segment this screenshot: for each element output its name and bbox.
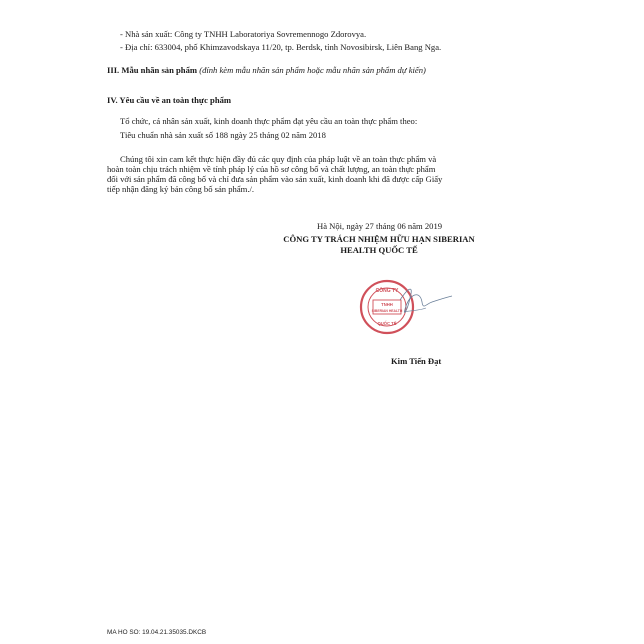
section3-heading <box>107 65 426 76</box>
seal-text: QUỐC TẾ <box>377 321 397 326</box>
commitment-line: Chúng tôi xin cam kết thực hiện đầy đủ các quy định của pháp luật về an toàn thực phẩm và <box>120 154 437 164</box>
section4-title: IV. Yêu cầu về an toàn thực phẩm <box>107 95 232 105</box>
producer-address: - Địa chỉ: 633004, phố Khimzavodskaya 11/20, tp. Berdsk, tỉnh Novosibirsk, Liên Bang Nga. <box>120 42 442 52</box>
signer-name: Kim Tiến Đạt <box>391 356 442 366</box>
section4-standard: Tiêu chuẩn nhà sản xuất số 188 ngày 25 tháng 02 năm 2018 <box>120 130 326 140</box>
seal-text: SIBERIAN HEALTH <box>371 309 403 313</box>
section3-title: III. Mẫu nhãn sản phẩm <box>107 65 198 75</box>
section4-requirement: Tổ chức, cá nhân sản xuất, kinh doanh thực phẩm đạt yêu cầu an toàn thực phẩm theo: <box>120 116 418 126</box>
commitment-line: tiếp nhận đăng ký bản công bố sản phẩm./. <box>107 184 255 194</box>
seal-text: CÔNG TY <box>375 288 399 294</box>
producer-name: - Nhà sản xuất: Công ty TNHH Laboratoriya Sovremennogo Zdorovya. <box>120 29 367 39</box>
place-date: Hà Nội, ngày 27 tháng 06 năm 2019 <box>317 221 443 231</box>
section3-note: (đính kèm mẫu nhãn sản phẩm hoặc mẫu nhãn sản phẩm dự kiến) <box>199 65 426 75</box>
commitment-line: đối với sản phẩm đã công bố và chỉ đưa sản phẩm vào sản xuất, kinh doanh khi đã được cấp Giấy <box>107 174 443 184</box>
seal-text: TNHH <box>381 302 393 307</box>
company-name-line1: CÔNG TY TRÁCH NHIỆM HỮU HẠN SIBERIAN <box>283 234 475 244</box>
dossier-code: MA HO SO: 19.04.21.35035.DKCB <box>107 629 207 636</box>
company-name-line2: HEALTH QUỐC TẾ <box>340 245 418 255</box>
commitment-line: hoàn toàn chịu trách nhiệm về tính pháp lý của hồ sơ công bố và chất lượng, an toàn thực phẩm <box>107 164 436 174</box>
company-seal-stamp <box>352 268 464 348</box>
